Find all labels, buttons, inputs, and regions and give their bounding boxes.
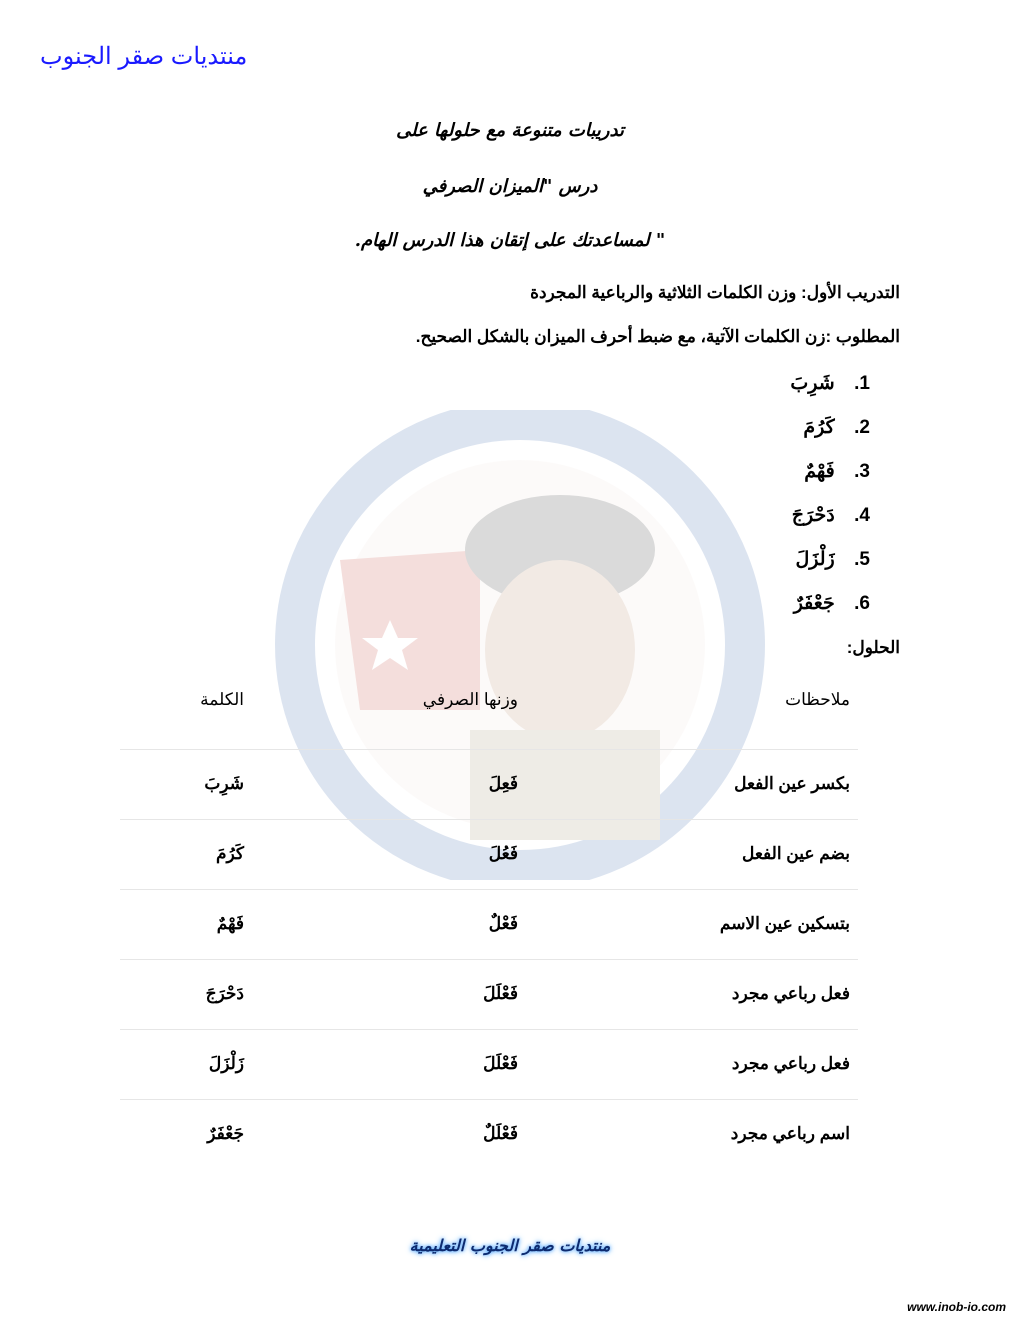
table-row — [120, 1099, 858, 1170]
list-item-word: جَعْفَرٌ — [793, 593, 835, 614]
list-item-word: دَحْرَجَ — [791, 505, 835, 526]
header-word: الكلمة — [200, 690, 244, 709]
list-item-word: زَلْزَلَ — [795, 549, 835, 570]
row-weight: فَعُلَ — [488, 844, 518, 863]
list-item — [794, 592, 870, 615]
list-item-word: كَرُمَ — [803, 417, 835, 438]
intro-line-2: درس "الميزان الصرفي — [422, 176, 598, 197]
header-notes: ملاحظات — [785, 690, 850, 709]
row-notes: بضم عين الفعل — [741, 844, 850, 863]
list-item — [795, 548, 870, 571]
footer-logo: منتديات صقر الجنوب التعليمية — [409, 1236, 611, 1255]
row-notes: بتسكين عين الاسم — [719, 914, 850, 933]
intro-line-3: " لمساعدتك على إتقان هذا الدرس الهام. — [354, 230, 666, 251]
list-item-number: 4. — [854, 505, 870, 526]
table-row — [120, 749, 858, 820]
row-weight: فَعْلٌ — [488, 914, 518, 933]
list-item-number: 5. — [854, 549, 870, 570]
header-weight: وزنها الصرفي — [422, 690, 518, 709]
footer-url[interactable]: www.inob-io.com — [907, 1300, 1006, 1314]
row-word: دَحْرَجَ — [205, 984, 244, 1003]
row-word: كَرُمَ — [216, 844, 244, 863]
table-row — [120, 1029, 858, 1100]
row-weight: فَعْلَلٌ — [483, 1124, 518, 1143]
list-item-word: فَهْمٌ — [804, 461, 835, 482]
list-item — [803, 416, 870, 439]
exercise-task: المطلوب :زن الكلمات الآتية، مع ضبط أحرف الميزان بالشكل الصحيح. — [415, 327, 900, 346]
table-row — [120, 889, 858, 960]
solutions-label: الحلول: — [846, 638, 900, 657]
row-word: فَهْمٌ — [216, 914, 244, 933]
exercise-title: التدريب الأول: وزن الكلمات الثلاثية والرباعية المجردة — [530, 283, 900, 302]
list-item — [804, 460, 870, 483]
list-item — [790, 372, 870, 395]
site-header-link[interactable]: منتديات صقر الجنوب — [40, 43, 248, 70]
row-weight: فَعْلَلَ — [483, 984, 518, 1003]
list-item — [792, 504, 870, 527]
intro-line-1: تدريبات متنوعة مع حلولها على — [396, 120, 624, 141]
row-word: زَلْزَلَ — [208, 1054, 244, 1073]
list-item-number: 6. — [854, 593, 870, 614]
table-row — [120, 959, 858, 1030]
row-weight: فَعْلَلَ — [483, 1054, 518, 1073]
row-notes: فعل رباعي مجرد — [731, 1054, 850, 1073]
row-notes: بكسر عين الفعل — [734, 774, 850, 793]
list-item-number: 3. — [854, 461, 870, 482]
row-word: شَرِبَ — [204, 774, 244, 793]
list-item-word: شَرِبَ — [790, 373, 835, 394]
row-notes: اسم رباعي مجرد — [730, 1124, 850, 1143]
row-weight: فَعِلَ — [488, 774, 518, 793]
list-item-number: 2. — [854, 417, 870, 438]
table-row — [120, 819, 858, 890]
row-notes: فعل رباعي مجرد — [731, 984, 850, 1003]
solutions-table-header — [120, 680, 858, 750]
list-item-number: 1. — [854, 373, 870, 394]
row-word: جَعْفَرٌ — [207, 1124, 244, 1143]
